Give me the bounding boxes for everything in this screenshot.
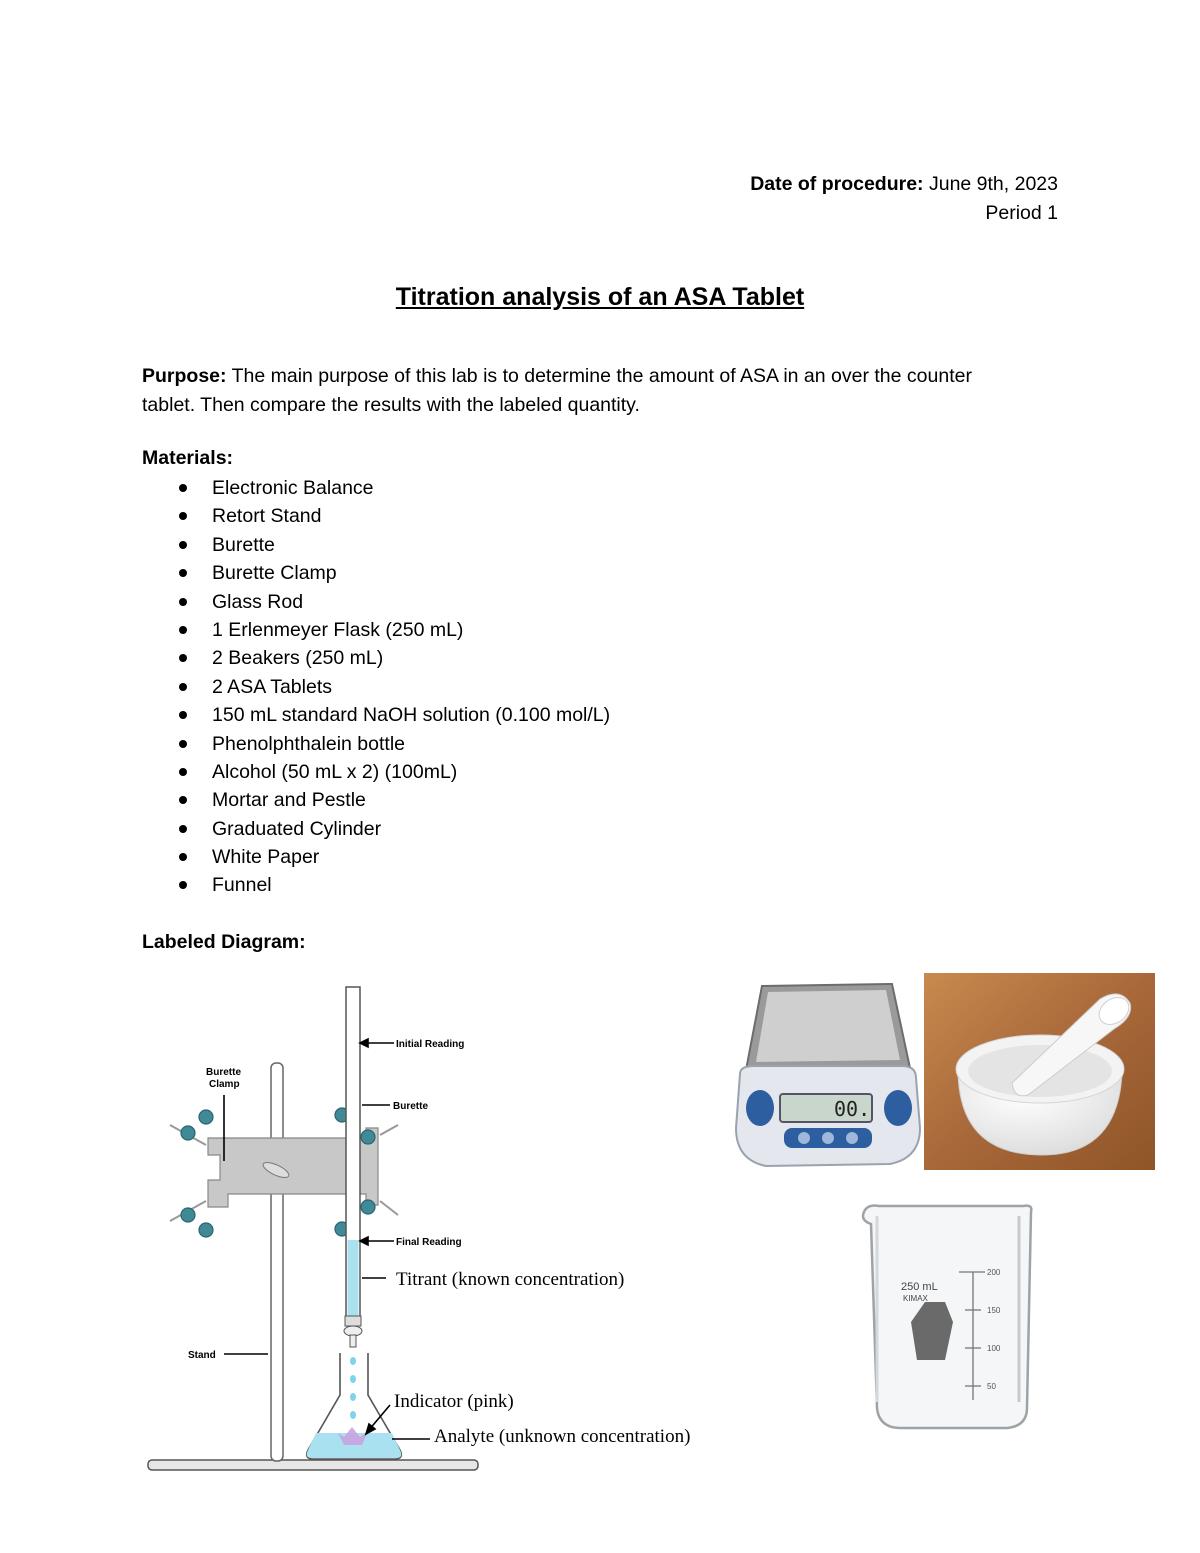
label-indicator: Indicator (pink) [394,1391,514,1412]
bullet-icon [179,512,187,520]
bullet-icon [179,825,187,833]
materials-item-label: Alcohol (50 mL x 2) (100mL) [212,760,458,783]
materials-item-label: Phenolphthalein bottle [212,732,405,755]
materials-list-item [142,873,610,901]
materials-list-item [142,618,610,646]
diagram-heading: Labeled Diagram: [142,931,306,953]
materials-list-item [142,476,610,504]
date-value: June 9th, 2023 [928,173,1058,195]
titrant-liquid [348,1240,359,1316]
label-stand: Stand [188,1350,216,1361]
materials-list-item [142,845,610,873]
materials-item-label: 2 ASA Tablets [212,675,332,698]
bullet-icon [179,626,187,634]
beaker-tick-150: 150 [987,1306,1001,1315]
materials-heading: Materials: [142,447,234,469]
stand-base [148,1460,478,1470]
stand-rod [271,1063,283,1461]
bullet-icon [179,654,187,662]
materials-list-item [142,760,610,788]
titration-diagram [140,975,740,1485]
materials-list-item [142,533,610,561]
materials-list-item [142,788,610,816]
materials-item-label: 150 mL standard NaOH solution (0.100 mol/L) [212,704,611,727]
materials-item-label: Funnel [212,874,272,897]
materials-list-item [142,504,610,532]
balance-display: 00. [834,1097,871,1121]
materials-list-item [142,817,610,845]
label-initial-reading: Initial Reading [396,1039,465,1050]
materials-list-item [142,703,610,731]
bullet-icon [179,569,187,577]
period-line: Period 1 [985,202,1058,224]
beaker-tick-100: 100 [987,1344,1001,1353]
beaker-tick-50: 50 [987,1382,996,1391]
materials-list-item [142,561,610,589]
beaker-photo [855,1190,1045,1435]
bullet-icon [179,598,187,606]
label-analyte: Analyte (unknown concentration) [434,1426,691,1447]
bullet-icon [179,768,187,776]
bullet-icon [179,541,187,549]
purpose-label: Purpose: [142,365,227,387]
bullet-icon [179,740,187,748]
materials-item-label: Mortar and Pestle [212,789,366,812]
mortar-pestle-photo [924,973,1155,1170]
date-line [750,170,1058,199]
beaker-brand: KIMAX [903,1294,928,1303]
label-burette: Burette [393,1101,429,1112]
bullet-icon [179,484,187,492]
materials-list-item [142,732,610,760]
date-label: Date of procedure: [750,173,924,195]
purpose-section [142,362,1022,419]
page-title: Titration analysis of an ASA Tablet [395,283,805,311]
bullet-icon [179,683,187,691]
label-titrant: Titrant (known concentration) [396,1269,625,1290]
materials-item-label: Retort Stand [212,505,322,528]
materials-item-label: Graduated Cylinder [212,817,382,840]
beaker-tick-200: 200 [987,1268,1001,1277]
materials-item-label: Burette [212,533,275,556]
document-header [750,170,1058,228]
materials-item-label: Electronic Balance [212,477,374,499]
materials-item-label: 2 Beakers (250 mL) [212,647,384,670]
materials-item-label: Burette Clamp [212,562,337,585]
materials-list-item [142,646,610,674]
titrant-drops [350,1357,356,1419]
materials-item-label: 1 Erlenmeyer Flask (250 mL) [212,618,464,641]
bullet-icon [179,796,187,804]
label-burette-clamp-2: Clamp [209,1079,240,1090]
bullet-icon [179,711,187,719]
bullet-icon [179,853,187,861]
materials-item-label: Glass Rod [212,590,304,613]
beaker-volume: 250 mL [901,1281,938,1293]
purpose-text: The main purpose of this lab is to determine the amount of ASA in an over the counter tablet. Then compare the results with the labeled quantity. [142,365,972,416]
label-final-reading: Final Reading [396,1237,462,1248]
bullet-icon [179,881,187,889]
materials-list-item [142,675,610,703]
materials-list [142,476,610,902]
materials-list-item [142,590,610,618]
materials-item-label: White Paper [212,846,320,869]
electronic-balance-photo [730,978,925,1174]
label-burette-clamp-1: Burette [206,1067,242,1078]
